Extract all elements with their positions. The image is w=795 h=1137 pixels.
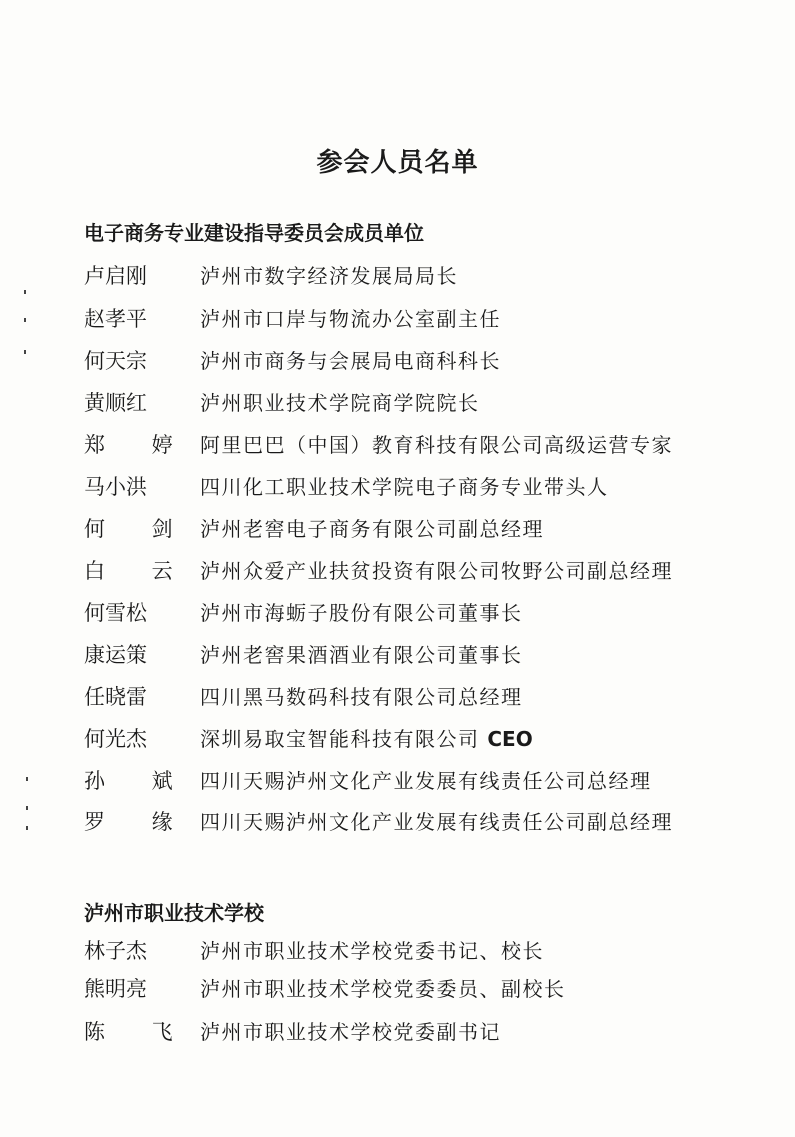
member-role: 阿里巴巴（中国）教育科技有限公司高级运营专家	[200, 433, 673, 457]
member-role: 泸州市职业技术学校党委书记、校长	[200, 939, 544, 963]
member-role: 泸州市职业技术学校党委副书记	[200, 1020, 501, 1044]
scan-mark	[26, 777, 28, 781]
scan-mark	[24, 290, 26, 294]
member-name: 熊明亮	[84, 977, 147, 1001]
member-role: 泸州老窖电子商务有限公司副总经理	[200, 517, 544, 541]
member-role: 泸州老窖果酒酒业有限公司董事长	[200, 643, 523, 667]
member-name: 孙 斌	[84, 769, 193, 793]
member-role: 泸州市海蛎子股份有限公司董事长	[200, 601, 523, 625]
member-role-text: 深圳易取宝智能科技有限公司	[200, 727, 480, 751]
member-name: 何天宗	[84, 349, 147, 373]
member-role	[200, 723, 533, 752]
member-name: 罗 缘	[84, 810, 193, 834]
member-role: 泸州市职业技术学校党委委员、副校长	[200, 977, 566, 1001]
member-role: 四川天赐泸州文化产业发展有线责任公司副总经理	[200, 810, 673, 834]
member-name: 任晓雷	[84, 685, 147, 709]
member-name: 赵孝平	[84, 307, 147, 331]
member-role: 泸州市数字经济发展局局长	[200, 264, 458, 288]
member-name: 林子杰	[84, 939, 147, 963]
member-role: 泸州职业技术学院商学院院长	[200, 391, 480, 415]
scan-mark	[26, 806, 28, 810]
scan-mark	[24, 350, 26, 354]
scan-mark	[26, 826, 28, 830]
member-role: 四川黑马数码科技有限公司总经理	[200, 685, 523, 709]
section-heading-school: 泸州市职业技术学校	[84, 901, 264, 925]
member-name: 卢启刚	[84, 264, 147, 288]
member-role-suffix: CEO	[487, 727, 533, 751]
document-title: 参会人员名单	[316, 148, 479, 178]
section-heading-committee: 电子商务专业建设指导委员会成员单位	[84, 221, 424, 245]
member-name: 何光杰	[84, 727, 147, 751]
member-role: 泸州众爱产业扶贫投资有限公司牧野公司副总经理	[200, 559, 673, 583]
member-name: 何 剑	[84, 517, 193, 541]
member-role: 四川化工职业技术学院电子商务专业带头人	[200, 475, 609, 499]
member-name: 郑 婷	[84, 433, 193, 457]
member-name: 白 云	[84, 559, 193, 583]
scan-mark	[24, 318, 26, 322]
member-name: 陈 飞	[84, 1020, 193, 1044]
member-role: 泸州市商务与会展局电商科科长	[200, 349, 501, 373]
member-role: 泸州市口岸与物流办公室副主任	[200, 307, 501, 331]
member-name: 黄顺红	[84, 391, 147, 415]
member-name: 何雪松	[84, 601, 147, 625]
member-name: 马小洪	[84, 475, 147, 499]
member-role: 四川天赐泸州文化产业发展有线责任公司总经理	[200, 769, 652, 793]
member-name: 康运策	[84, 643, 147, 667]
